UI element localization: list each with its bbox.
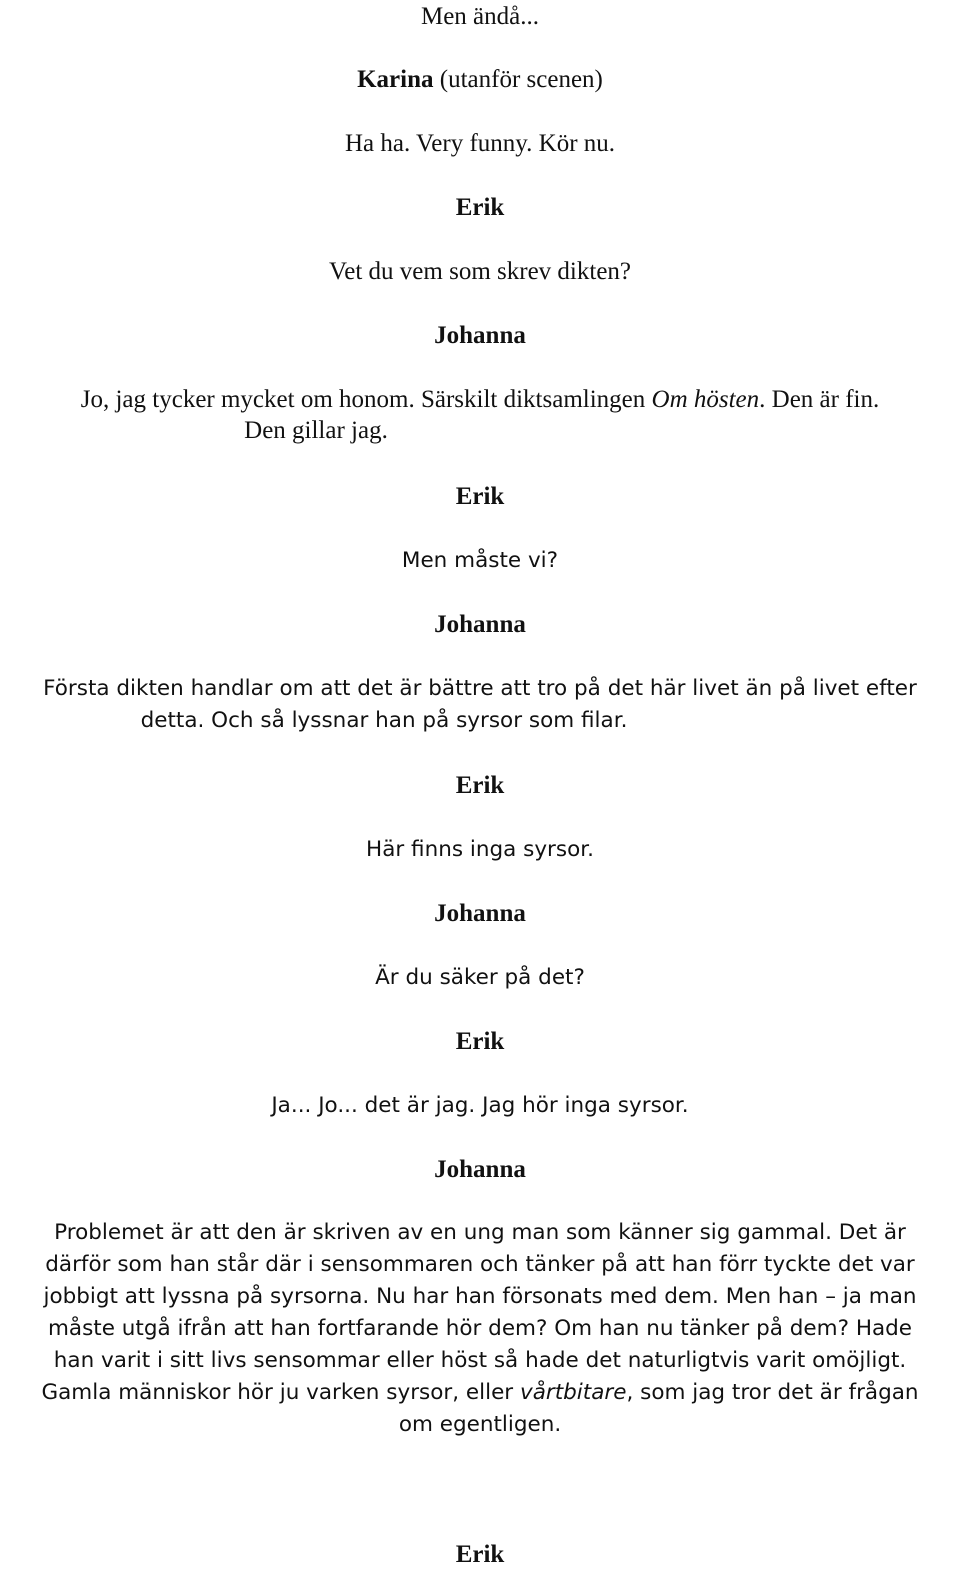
speaker-heading-erik [0,1025,960,1058]
dialogue-text: Men måste vi? [401,548,559,573]
speaker-name: Johanna [434,1156,526,1183]
emphasized-word: vårtbitare [519,1380,627,1405]
dialogue-text: Ja... Jo... det är jag. Jag hör inga syrsor. [271,1093,689,1118]
speaker-heading-johanna [0,897,960,930]
dialogue-text: Är du säker på det? [375,965,585,990]
dialogue-text: Ha ha. Very funny. Kör nu. [344,130,616,157]
dialogue-line [0,127,960,160]
speaker-name: Johanna [434,322,526,349]
speaker-name: Erik [455,772,505,799]
dialogue-line [0,255,960,288]
dialogue-line [0,961,960,994]
paragraph-line: därför som han står där i sensommaren och tänker på att han förr tyckte det var [45,1252,915,1277]
dialogue-line [0,544,960,577]
speaker-heading-erik [0,1538,960,1571]
dialogue-paragraph [0,1217,960,1441]
speaker-name: Erik [455,1541,505,1568]
dialogue-text: Den gillar jag. [244,417,388,444]
paragraph-line: han varit i sitt livs sensommar eller höst så hade det naturligtvis varit omöjligt. [53,1348,907,1373]
dialogue-line [0,414,796,447]
speaker-heading-johanna [0,1153,960,1186]
speaker-name: Erik [455,194,505,221]
dialogue-text: Här finns inga syrsor. [366,837,594,862]
speaker-name: Erik [455,483,505,510]
dialogue-line [0,833,960,866]
dialogue-text: detta. Och så lyssnar han på syrsor som filar. [140,708,628,733]
speaker-name: Johanna [434,611,526,638]
paragraph-line: om egentligen. [398,1412,562,1437]
book-title: Om hösten [651,386,760,413]
speaker-heading-erik [0,480,960,513]
dialogue-text: Vet du vem som skrev dikten? [328,258,632,285]
speaker-heading-erik [0,191,960,224]
speaker-heading-johanna [0,608,960,641]
dialogue-line [0,1089,960,1122]
speaker-name: Erik [455,1028,505,1055]
paragraph-text: , som jag tror det är frågan [626,1380,919,1405]
paragraph-line [0,1377,960,1409]
speaker-heading-karina [0,63,960,96]
speaker-name: Karina [357,66,434,93]
paragraph-line: måste utgå ifrån att han fortfarande hör dem? Om han nu tänker på dem? Hade [47,1316,913,1341]
dialogue-line [0,383,960,416]
dialogue-line [0,0,960,33]
dialogue-text: Första dikten handlar om att det är bättre att tro på det här livet än på livet efter [43,676,917,701]
dialogue-line [0,704,864,737]
paragraph-line: Problemet är att den är skriven av en ung man som känner sig gammal. Det är [54,1220,906,1245]
dialogue-text: . Den är fin. [759,386,880,413]
dialogue-line [0,672,960,705]
stage-direction: (utanför scenen) [433,66,603,93]
paragraph-text: Gamla människor hör ju varken syrsor, eller [41,1380,520,1405]
dialogue-text: Men ändå... [420,3,540,30]
dialogue-text: Jo, jag tycker mycket om honom. Särskilt diktsamlingen [80,386,652,413]
speaker-heading-erik [0,769,960,802]
speaker-name: Johanna [434,900,526,927]
paragraph-line: jobbigt att lyssna på syrsorna. Nu har han försonats med dem. Men han – ja man [43,1284,917,1309]
speaker-heading-johanna [0,319,960,352]
